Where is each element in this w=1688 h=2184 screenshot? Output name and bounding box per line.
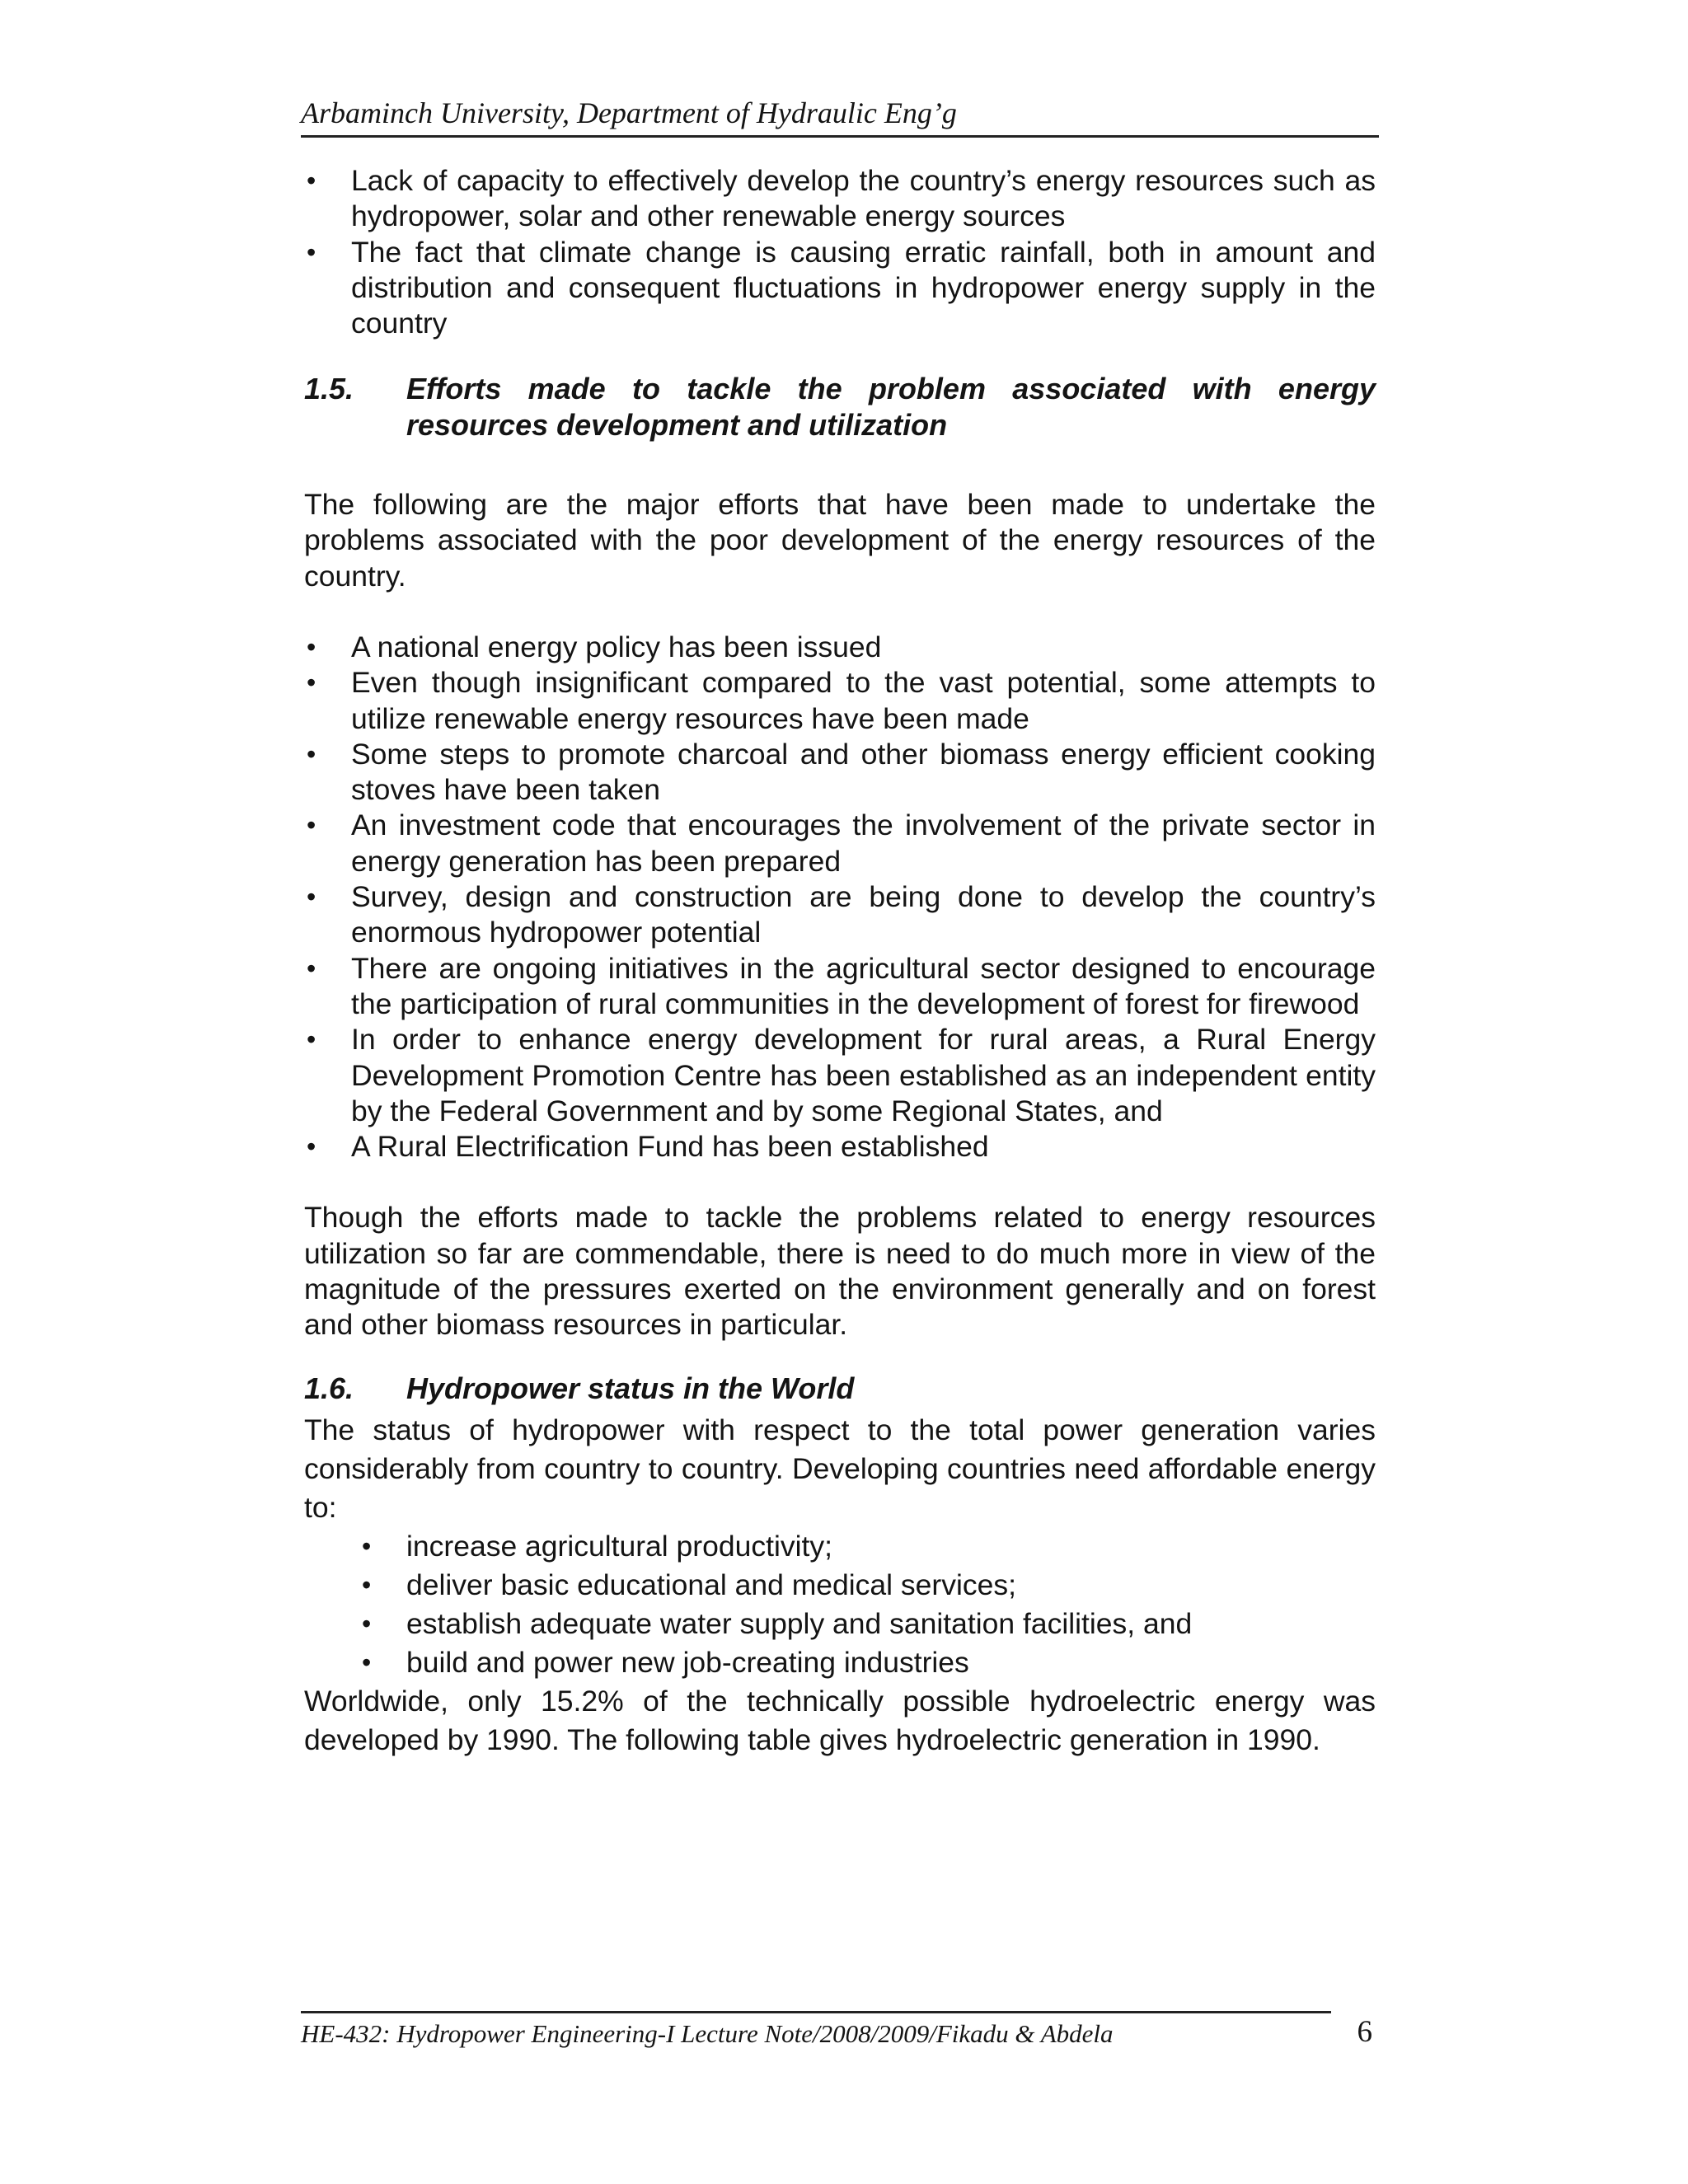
list-item: • increase agricultural productivity; (304, 1527, 1376, 1566)
list-item: • An investment code that encourages the involvement of the private sector in energy generation has been prepared (304, 808, 1376, 879)
list-item: • deliver basic educational and medical services; (304, 1566, 1376, 1605)
list-item: • build and power new job-creating industries (304, 1643, 1376, 1682)
list-item: • Survey, design and construction are being done to develop the country’s enormous hydropower potential (304, 879, 1376, 951)
section-1-5-conclusion: Though the efforts made to tackle the problems related to energy resources utilization so far are commendable, there is need to do much more in view of the magnitude of the pressures exerted on the environment generally and on forest and other biomass resources in particular. (304, 1201, 1376, 1342)
top-bullet-list (304, 163, 1376, 341)
section-heading-1-5 (304, 371, 1376, 443)
footer-course-title: HE-432: Hydropower Engineering-I Lecture Note/2008/2009/Fikadu & Abdela (301, 2019, 1114, 2048)
list-item: • Some steps to promote charcoal and other biomass energy efficient cooking stoves have been taken (304, 737, 1376, 808)
list-item: • There are ongoing initiatives in the agricultural sector designed to encourage the participation of rural communities in the development of forest for firewood (304, 951, 1376, 1023)
section-title: Efforts made to tackle the problem associated with energy resources development and utilization (406, 372, 1376, 442)
efforts-bullet-list (304, 630, 1376, 1165)
section-1-6-closing: Worldwide, only 15.2% of the technically possible hydroelectric energy was developed by 1990. The following table gives hydroelectric generation in 1990. (304, 1684, 1376, 1756)
section-title: Hydropower status in the World (406, 1371, 855, 1405)
section-number: 1.5. (304, 372, 354, 406)
section-1-5-intro: The following are the major efforts that have been made to undertake the problems associated with the poor development of the energy resources of the country. (304, 488, 1376, 593)
section-1-6-intro: The status of hydropower with respect to the total power generation varies considerably from country to country. Developing countries need affordable energy to: (304, 1413, 1376, 1524)
list-item: • The fact that climate change is causing erratic rainfall, both in amount and distribution and consequent fluctuations in hydropower energy supply in the country (304, 235, 1376, 342)
footer-divider (301, 2011, 1331, 2013)
page-number: 6 (1357, 2015, 1372, 2049)
list-item: • Lack of capacity to effectively develop the country’s energy resources such as hydropower, solar and other renewable energy sources (304, 163, 1376, 235)
list-item: • establish adequate water supply and sanitation facilities, and (304, 1605, 1376, 1643)
page-content (304, 163, 1376, 1760)
list-item: • A national energy policy has been issued (304, 630, 1376, 665)
page-header: Arbaminch University, Department of Hydraulic Eng’g (301, 92, 1379, 138)
section-number: 1.6. (304, 1371, 354, 1405)
needs-bullet-list (304, 1527, 1376, 1682)
list-item: • In order to enhance energy development for rural areas, a Rural Energy Development Promotion Centre has been established as an independent entity by the Federal Government and by some Regional States, and (304, 1022, 1376, 1129)
list-item: • Even though insignificant compared to the vast potential, some attempts to utilize renewable energy resources have been made (304, 665, 1376, 737)
page-footer (301, 2016, 1372, 2052)
section-heading-1-6 (304, 1371, 1376, 1406)
list-item: • A Rural Electrification Fund has been established (304, 1129, 1376, 1165)
